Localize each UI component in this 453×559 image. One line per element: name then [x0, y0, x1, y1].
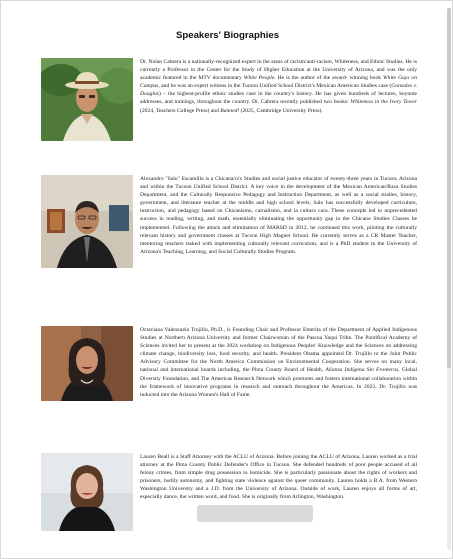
- bio-text-run: Lauren Beall is a Staff Attorney with the ACLU of Arizona. Before joining the ACLU of Arizona, Lauren worked as a trial attorney at the Pima County Public Defender's Office in Tucson. She defended hundreds of poor people accused of all felony crimes, from simple drug possession to homicide. She is particularly passionate about the rights of workers and prisoners, bodily autonomy, and fighting state violence against the queer community. Lauren holds a B.A. from Western Washington University and a J.D. from the University of Arizona. Outside of work, Lauren enjoys all forms of art, especially dance, the written word, and food. She is originally from Arlington, Washington.: [140, 454, 417, 501]
- speaker-photo: [41, 326, 133, 401]
- bio-text-run: (2025, Cambridge University Press).: [239, 107, 323, 114]
- scrollbar-thumb[interactable]: [447, 8, 451, 368]
- bio-text-run: Alexandro "Salo" Escamilla is a Chicana/o/x Studies and social justice educator of twenty-three years in Tucson, Arizona and within the Tucson Unified School District. A key voice in the development of the Mexican American/Raza Studies Department, and the Culturally Responsive Pedagogy and Instruction Department, as well as a social studies, history, government, and literature teacher at the middle and high school levels; Salo has successfully developed curriculum, instruction, and pedagogy based on Chicanismo, carnalismo, and la cultura cura. These concepts led to unprecedented success in reading, writing, and math, essentially eliminating the opportunity gap in the Chicano Studies Classes he implemented. Following the attack and elimination of MARSD in 2012, he continued this work, piloting the culturally relevant history and government classes at Tucson High Magnet School. He currently serves as a CR Master Teacher, mentoring teachers tasked with implementing culturally relevant curriculum, and is a PhD student in the University of Arizona's Teaching, Learning, and Social Culturally Studies Program.: [140, 176, 417, 255]
- speaker-photo: [41, 453, 133, 531]
- speaker-bio-cabrera: [41, 58, 417, 141]
- italic-title-text: Whiteness in the Ivory Tower: [350, 99, 417, 106]
- bio-text-run: and he was an expert witness in the Tucson Unified School District's Mexican American Studies case (: [159, 83, 392, 90]
- speaker-bio-escamilla: [41, 175, 417, 268]
- speaker-photo: [41, 175, 133, 268]
- bio-text-run: Global Diversity Foundation, and The Americas Research Network which promotes and fosters international collaboration within the framework of innovative programs in research and outreach throughout the Americas. In 2023, Dr. Trujillo was inducted into the Arizona Women's Hall of Fame.: [140, 367, 418, 398]
- bio-text-run: (2024, Teachers College Press) and: [140, 107, 221, 114]
- bio-text-run: Dr. Nolan Cabrera is a nationally-recognized expert in the areas of racism/anti-racism, Whiteness, and Ethnic Studies. He is currently a Professor in the Center for the Study of Higher Education at the University of Arizona, and was the only academic featured in the MTV documentary: [140, 59, 417, 82]
- page-title: Speakers' Biographies: [175, 30, 280, 41]
- bio-text-run: . He is the author of the award- winning book: [274, 75, 383, 82]
- bio-text-run: Octaviana Valenzuela Trujillo, Ph.D., is Founding Chair and Professor Emerita of the Department of Applied Indigenous Studies at Northern Arizona University and former Chairwoman of the Pascua Yaqui Tribe. The Pontifical Academy of Sciences invited her to present at the 2024 workshop on Indigenous Peoples' Knowledge and the Sciences on addressing climate change, biodiversity loss, food security, and health. President Obama appointed Dr. Trujillo to the Joint Public Advisory Committee for the North America Commission on Environmental Cooperation. She serves on many local, national and international boards including, the Pima County Board of Health,: [140, 327, 417, 374]
- speaker-photo: [41, 58, 133, 141]
- italic-title-text: White People: [243, 75, 275, 82]
- italic-title-text: Alianza Indígena Sin Fronteras,: [325, 367, 400, 374]
- speaker-bio-trujillo: [41, 326, 417, 401]
- italic-title-text: Banned!: [220, 107, 240, 114]
- bio-text-run: ) – the highest-profile ethnic studies case in the country's history. He has given hundreds of lectures, keynote addresses, and trainings, throughout the country. Dr. Cabrera recently published two books:: [140, 91, 417, 106]
- vertical-scrollbar[interactable]: [447, 8, 451, 550]
- italic-title-text: Gonzales v. Douglas: [140, 83, 417, 98]
- screenshot-overlay: [197, 505, 313, 522]
- italic-title-text: White Guys on Campus,: [140, 75, 417, 90]
